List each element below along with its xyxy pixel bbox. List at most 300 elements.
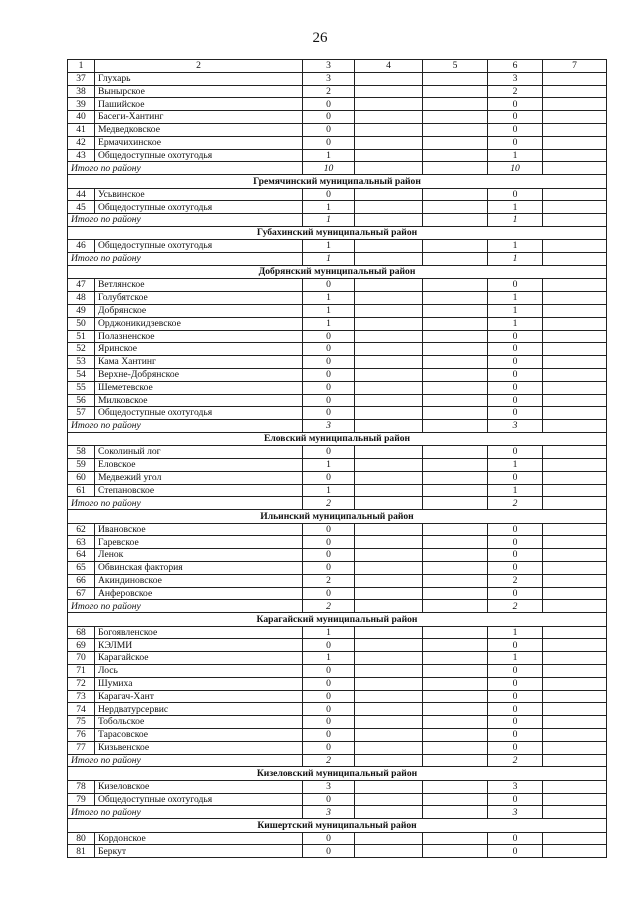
column-5-cell <box>423 600 488 613</box>
row-number: 48 <box>68 292 95 305</box>
column-7-cell <box>543 459 607 472</box>
column-6-value: 0 <box>488 536 543 549</box>
column-4-cell <box>355 214 423 227</box>
table-row <box>68 716 607 729</box>
row-number: 52 <box>68 343 95 356</box>
hunting-ground-name: Вынырское <box>95 85 303 98</box>
column-4-cell <box>355 754 423 767</box>
column-7-cell <box>543 574 607 587</box>
table-row <box>68 665 607 678</box>
district-total-row <box>68 253 607 266</box>
column-6-value: 0 <box>488 394 543 407</box>
column-4-cell <box>355 562 423 575</box>
column-4-cell <box>355 806 423 819</box>
table-row <box>68 471 607 484</box>
column-6-value: 1 <box>488 201 543 214</box>
table-row <box>68 381 607 394</box>
district-total-row <box>68 806 607 819</box>
column-4-cell <box>355 845 423 858</box>
row-number: 44 <box>68 188 95 201</box>
column-5-cell <box>423 240 488 253</box>
table-row <box>68 549 607 562</box>
district-heading: Губахинский муниципальный район <box>68 226 607 239</box>
total-column-3: 2 <box>303 754 355 767</box>
hunting-ground-name: Общедоступные охотугодья <box>95 793 303 806</box>
district-total-row <box>68 600 607 613</box>
column-3-value: 0 <box>303 587 355 600</box>
table-row <box>68 240 607 253</box>
row-number: 76 <box>68 729 95 742</box>
column-4-cell <box>355 381 423 394</box>
row-number: 38 <box>68 85 95 98</box>
table-row <box>68 317 607 330</box>
column-header: 7 <box>543 60 607 73</box>
hunting-ground-name: Кизеловское <box>95 780 303 793</box>
column-4-cell <box>355 574 423 587</box>
column-5-cell <box>423 780 488 793</box>
table-row <box>68 394 607 407</box>
column-3-value: 0 <box>303 741 355 754</box>
hunting-ground-name: Тобольское <box>95 716 303 729</box>
hunting-grounds-table <box>67 59 607 858</box>
column-4-cell <box>355 253 423 266</box>
column-7-cell <box>543 98 607 111</box>
hunting-ground-name: Общедоступные охотугодья <box>95 407 303 420</box>
column-5-cell <box>423 639 488 652</box>
table-row <box>68 123 607 136</box>
column-5-cell <box>423 626 488 639</box>
column-7-cell <box>543 677 607 690</box>
table-row <box>68 446 607 459</box>
column-5-cell <box>423 754 488 767</box>
row-number: 68 <box>68 626 95 639</box>
column-header: 1 <box>68 60 95 73</box>
column-7-cell <box>543 111 607 124</box>
table-row <box>68 780 607 793</box>
district-heading-row <box>68 767 607 780</box>
column-6-value: 0 <box>488 741 543 754</box>
column-6-value: 0 <box>488 98 543 111</box>
column-7-cell <box>543 549 607 562</box>
column-header-row <box>68 60 607 73</box>
column-6-value: 0 <box>488 356 543 369</box>
total-label: Итого по району <box>68 162 303 175</box>
hunting-ground-name: Медведковское <box>95 123 303 136</box>
column-5-cell <box>423 356 488 369</box>
table-row <box>68 149 607 162</box>
row-number: 60 <box>68 471 95 484</box>
table-row <box>68 188 607 201</box>
column-6-value: 1 <box>488 240 543 253</box>
column-7-cell <box>543 162 607 175</box>
column-4-cell <box>355 85 423 98</box>
table-row <box>68 343 607 356</box>
column-6-value: 2 <box>488 85 543 98</box>
column-3-value: 1 <box>303 304 355 317</box>
total-column-3: 3 <box>303 420 355 433</box>
column-header: 3 <box>303 60 355 73</box>
hunting-ground-name: Общедоступные охотугодья <box>95 149 303 162</box>
column-6-value: 1 <box>488 292 543 305</box>
total-column-3: 3 <box>303 806 355 819</box>
column-7-cell <box>543 240 607 253</box>
total-label: Итого по району <box>68 497 303 510</box>
column-4-cell <box>355 123 423 136</box>
hunting-ground-name: Ветлянское <box>95 279 303 292</box>
column-4-cell <box>355 793 423 806</box>
row-number: 70 <box>68 652 95 665</box>
district-heading-row <box>68 432 607 445</box>
column-3-value: 1 <box>303 652 355 665</box>
column-3-value: 0 <box>303 136 355 149</box>
column-3-value: 0 <box>303 536 355 549</box>
row-number: 62 <box>68 523 95 536</box>
column-7-cell <box>543 741 607 754</box>
column-3-value: 2 <box>303 85 355 98</box>
column-6-value: 0 <box>488 703 543 716</box>
column-5-cell <box>423 123 488 136</box>
column-4-cell <box>355 729 423 742</box>
row-number: 54 <box>68 368 95 381</box>
row-number: 65 <box>68 562 95 575</box>
total-column-6: 2 <box>488 754 543 767</box>
column-7-cell <box>543 394 607 407</box>
column-3-value: 0 <box>303 665 355 678</box>
hunting-ground-name: Усьвинское <box>95 188 303 201</box>
column-3-value: 1 <box>303 459 355 472</box>
column-7-cell <box>543 446 607 459</box>
column-3-value: 1 <box>303 484 355 497</box>
column-4-cell <box>355 368 423 381</box>
hunting-ground-name: Гаревское <box>95 536 303 549</box>
row-number: 78 <box>68 780 95 793</box>
column-7-cell <box>543 317 607 330</box>
table-row <box>68 407 607 420</box>
column-3-value: 0 <box>303 793 355 806</box>
column-3-value: 0 <box>303 639 355 652</box>
column-7-cell <box>543 665 607 678</box>
row-number: 80 <box>68 832 95 845</box>
table-row <box>68 793 607 806</box>
hunting-ground-name: Тарасовское <box>95 729 303 742</box>
district-heading: Кизеловский муниципальный район <box>68 767 607 780</box>
table-row <box>68 136 607 149</box>
table-row <box>68 729 607 742</box>
hunting-ground-name: Милковское <box>95 394 303 407</box>
district-total-row <box>68 214 607 227</box>
column-7-cell <box>543 381 607 394</box>
row-number: 42 <box>68 136 95 149</box>
table-row <box>68 72 607 85</box>
column-4-cell <box>355 356 423 369</box>
total-column-6: 2 <box>488 497 543 510</box>
column-5-cell <box>423 85 488 98</box>
column-3-value: 3 <box>303 72 355 85</box>
hunting-ground-name: Ивановское <box>95 523 303 536</box>
column-3-value: 0 <box>303 703 355 716</box>
column-7-cell <box>543 279 607 292</box>
column-7-cell <box>543 330 607 343</box>
row-number: 53 <box>68 356 95 369</box>
district-heading-row <box>68 175 607 188</box>
column-5-cell <box>423 279 488 292</box>
column-5-cell <box>423 703 488 716</box>
column-5-cell <box>423 523 488 536</box>
hunting-ground-name: Кама Хантинг <box>95 356 303 369</box>
total-column-3: 2 <box>303 497 355 510</box>
table-row <box>68 368 607 381</box>
column-5-cell <box>423 149 488 162</box>
column-5-cell <box>423 497 488 510</box>
column-7-cell <box>543 368 607 381</box>
column-4-cell <box>355 111 423 124</box>
column-6-value: 0 <box>488 523 543 536</box>
column-7-cell <box>543 343 607 356</box>
column-3-value: 1 <box>303 149 355 162</box>
row-number: 63 <box>68 536 95 549</box>
row-number: 40 <box>68 111 95 124</box>
district-total-row <box>68 497 607 510</box>
total-column-6: 1 <box>488 253 543 266</box>
column-4-cell <box>355 549 423 562</box>
column-5-cell <box>423 72 488 85</box>
hunting-ground-name: Карагач-Хант <box>95 690 303 703</box>
column-7-cell <box>543 497 607 510</box>
hunting-ground-name: Ленок <box>95 549 303 562</box>
column-5-cell <box>423 188 488 201</box>
column-4-cell <box>355 136 423 149</box>
row-number: 55 <box>68 381 95 394</box>
hunting-ground-name: Анферовское <box>95 587 303 600</box>
column-7-cell <box>543 253 607 266</box>
column-7-cell <box>543 201 607 214</box>
column-4-cell <box>355 780 423 793</box>
column-3-value: 1 <box>303 626 355 639</box>
column-5-cell <box>423 407 488 420</box>
column-5-cell <box>423 729 488 742</box>
column-3-value: 0 <box>303 343 355 356</box>
district-total-row <box>68 754 607 767</box>
district-heading-row <box>68 819 607 832</box>
total-column-6: 1 <box>488 214 543 227</box>
column-4-cell <box>355 279 423 292</box>
column-6-value: 1 <box>488 317 543 330</box>
column-7-cell <box>543 806 607 819</box>
column-7-cell <box>543 484 607 497</box>
column-3-value: 0 <box>303 446 355 459</box>
column-4-cell <box>355 665 423 678</box>
row-number: 74 <box>68 703 95 716</box>
column-3-value: 0 <box>303 845 355 858</box>
row-number: 51 <box>68 330 95 343</box>
row-number: 45 <box>68 201 95 214</box>
column-7-cell <box>543 536 607 549</box>
table-row <box>68 484 607 497</box>
column-4-cell <box>355 72 423 85</box>
row-number: 39 <box>68 98 95 111</box>
column-3-value: 0 <box>303 381 355 394</box>
row-number: 66 <box>68 574 95 587</box>
column-6-value: 1 <box>488 652 543 665</box>
column-7-cell <box>543 72 607 85</box>
district-heading: Еловский муниципальный район <box>68 432 607 445</box>
column-6-value: 0 <box>488 677 543 690</box>
column-6-value: 0 <box>488 407 543 420</box>
column-3-value: 0 <box>303 368 355 381</box>
hunting-ground-name: Соколиный лог <box>95 446 303 459</box>
column-5-cell <box>423 304 488 317</box>
column-6-value: 3 <box>488 780 543 793</box>
table-row <box>68 111 607 124</box>
hunting-ground-name: Богоявленское <box>95 626 303 639</box>
page-number: 26 <box>312 30 328 46</box>
column-3-value: 1 <box>303 201 355 214</box>
column-6-value: 0 <box>488 587 543 600</box>
column-3-value: 0 <box>303 523 355 536</box>
column-6-value: 1 <box>488 459 543 472</box>
column-6-value: 2 <box>488 574 543 587</box>
column-7-cell <box>543 703 607 716</box>
total-label: Итого по району <box>68 806 303 819</box>
column-3-value: 1 <box>303 240 355 253</box>
column-3-value: 1 <box>303 317 355 330</box>
column-5-cell <box>423 741 488 754</box>
column-4-cell <box>355 188 423 201</box>
column-5-cell <box>423 292 488 305</box>
column-4-cell <box>355 201 423 214</box>
total-column-3: 10 <box>303 162 355 175</box>
row-number: 47 <box>68 279 95 292</box>
column-6-value: 0 <box>488 188 543 201</box>
column-5-cell <box>423 574 488 587</box>
column-5-cell <box>423 162 488 175</box>
column-4-cell <box>355 497 423 510</box>
column-3-value: 0 <box>303 123 355 136</box>
row-number: 49 <box>68 304 95 317</box>
column-4-cell <box>355 420 423 433</box>
column-4-cell <box>355 639 423 652</box>
district-heading: Гремячинский муниципальный район <box>68 175 607 188</box>
table-row <box>68 304 607 317</box>
column-5-cell <box>423 253 488 266</box>
column-5-cell <box>423 832 488 845</box>
column-5-cell <box>423 317 488 330</box>
column-6-value: 0 <box>488 845 543 858</box>
table-row <box>68 690 607 703</box>
hunting-ground-name: Кордонское <box>95 832 303 845</box>
column-3-value: 0 <box>303 677 355 690</box>
column-5-cell <box>423 201 488 214</box>
column-6-value: 1 <box>488 484 543 497</box>
row-number: 75 <box>68 716 95 729</box>
column-5-cell <box>423 136 488 149</box>
column-4-cell <box>355 652 423 665</box>
column-5-cell <box>423 562 488 575</box>
column-4-cell <box>355 407 423 420</box>
hunting-ground-name: Акиндиновское <box>95 574 303 587</box>
row-number: 61 <box>68 484 95 497</box>
column-4-cell <box>355 716 423 729</box>
row-number: 41 <box>68 123 95 136</box>
total-label: Итого по району <box>68 420 303 433</box>
hunting-ground-name: Степановское <box>95 484 303 497</box>
column-4-cell <box>355 330 423 343</box>
column-4-cell <box>355 523 423 536</box>
table-row <box>68 677 607 690</box>
row-number: 56 <box>68 394 95 407</box>
column-7-cell <box>543 420 607 433</box>
table-row <box>68 85 607 98</box>
column-7-cell <box>543 754 607 767</box>
total-column-6: 2 <box>488 600 543 613</box>
column-6-value: 0 <box>488 471 543 484</box>
column-6-value: 0 <box>488 368 543 381</box>
column-6-value: 1 <box>488 626 543 639</box>
column-5-cell <box>423 587 488 600</box>
hunting-ground-name: Шумиха <box>95 677 303 690</box>
column-6-value: 0 <box>488 330 543 343</box>
table-row <box>68 639 607 652</box>
total-label: Итого по району <box>68 253 303 266</box>
table-row <box>68 330 607 343</box>
column-5-cell <box>423 690 488 703</box>
column-4-cell <box>355 484 423 497</box>
column-3-value: 0 <box>303 98 355 111</box>
hunting-ground-name: Кизьвенское <box>95 741 303 754</box>
column-7-cell <box>543 845 607 858</box>
column-3-value: 0 <box>303 549 355 562</box>
column-6-value: 1 <box>488 304 543 317</box>
column-header: 2 <box>95 60 303 73</box>
district-heading: Добрянский муниципальный район <box>68 265 607 278</box>
column-4-cell <box>355 98 423 111</box>
hunting-ground-name: Добрянское <box>95 304 303 317</box>
table-row <box>68 98 607 111</box>
column-6-value: 0 <box>488 690 543 703</box>
hunting-ground-name: Яринское <box>95 343 303 356</box>
column-3-value: 3 <box>303 780 355 793</box>
column-7-cell <box>543 716 607 729</box>
column-7-cell <box>543 780 607 793</box>
hunting-ground-name: Еловское <box>95 459 303 472</box>
row-number: 69 <box>68 639 95 652</box>
column-5-cell <box>423 471 488 484</box>
column-3-value: 0 <box>303 690 355 703</box>
row-number: 64 <box>68 549 95 562</box>
column-7-cell <box>543 626 607 639</box>
row-number: 37 <box>68 72 95 85</box>
column-6-value: 0 <box>488 716 543 729</box>
column-7-cell <box>543 832 607 845</box>
total-label: Итого по району <box>68 600 303 613</box>
column-5-cell <box>423 806 488 819</box>
hunting-ground-name: КЭЛМИ <box>95 639 303 652</box>
column-5-cell <box>423 368 488 381</box>
column-5-cell <box>423 214 488 227</box>
total-column-6: 10 <box>488 162 543 175</box>
column-3-value: 0 <box>303 832 355 845</box>
column-7-cell <box>543 356 607 369</box>
column-7-cell <box>543 188 607 201</box>
table-row <box>68 292 607 305</box>
column-6-value: 0 <box>488 381 543 394</box>
column-3-value: 0 <box>303 394 355 407</box>
column-4-cell <box>355 459 423 472</box>
column-7-cell <box>543 123 607 136</box>
row-number: 72 <box>68 677 95 690</box>
hunting-ground-name: Ермачихинское <box>95 136 303 149</box>
column-4-cell <box>355 741 423 754</box>
